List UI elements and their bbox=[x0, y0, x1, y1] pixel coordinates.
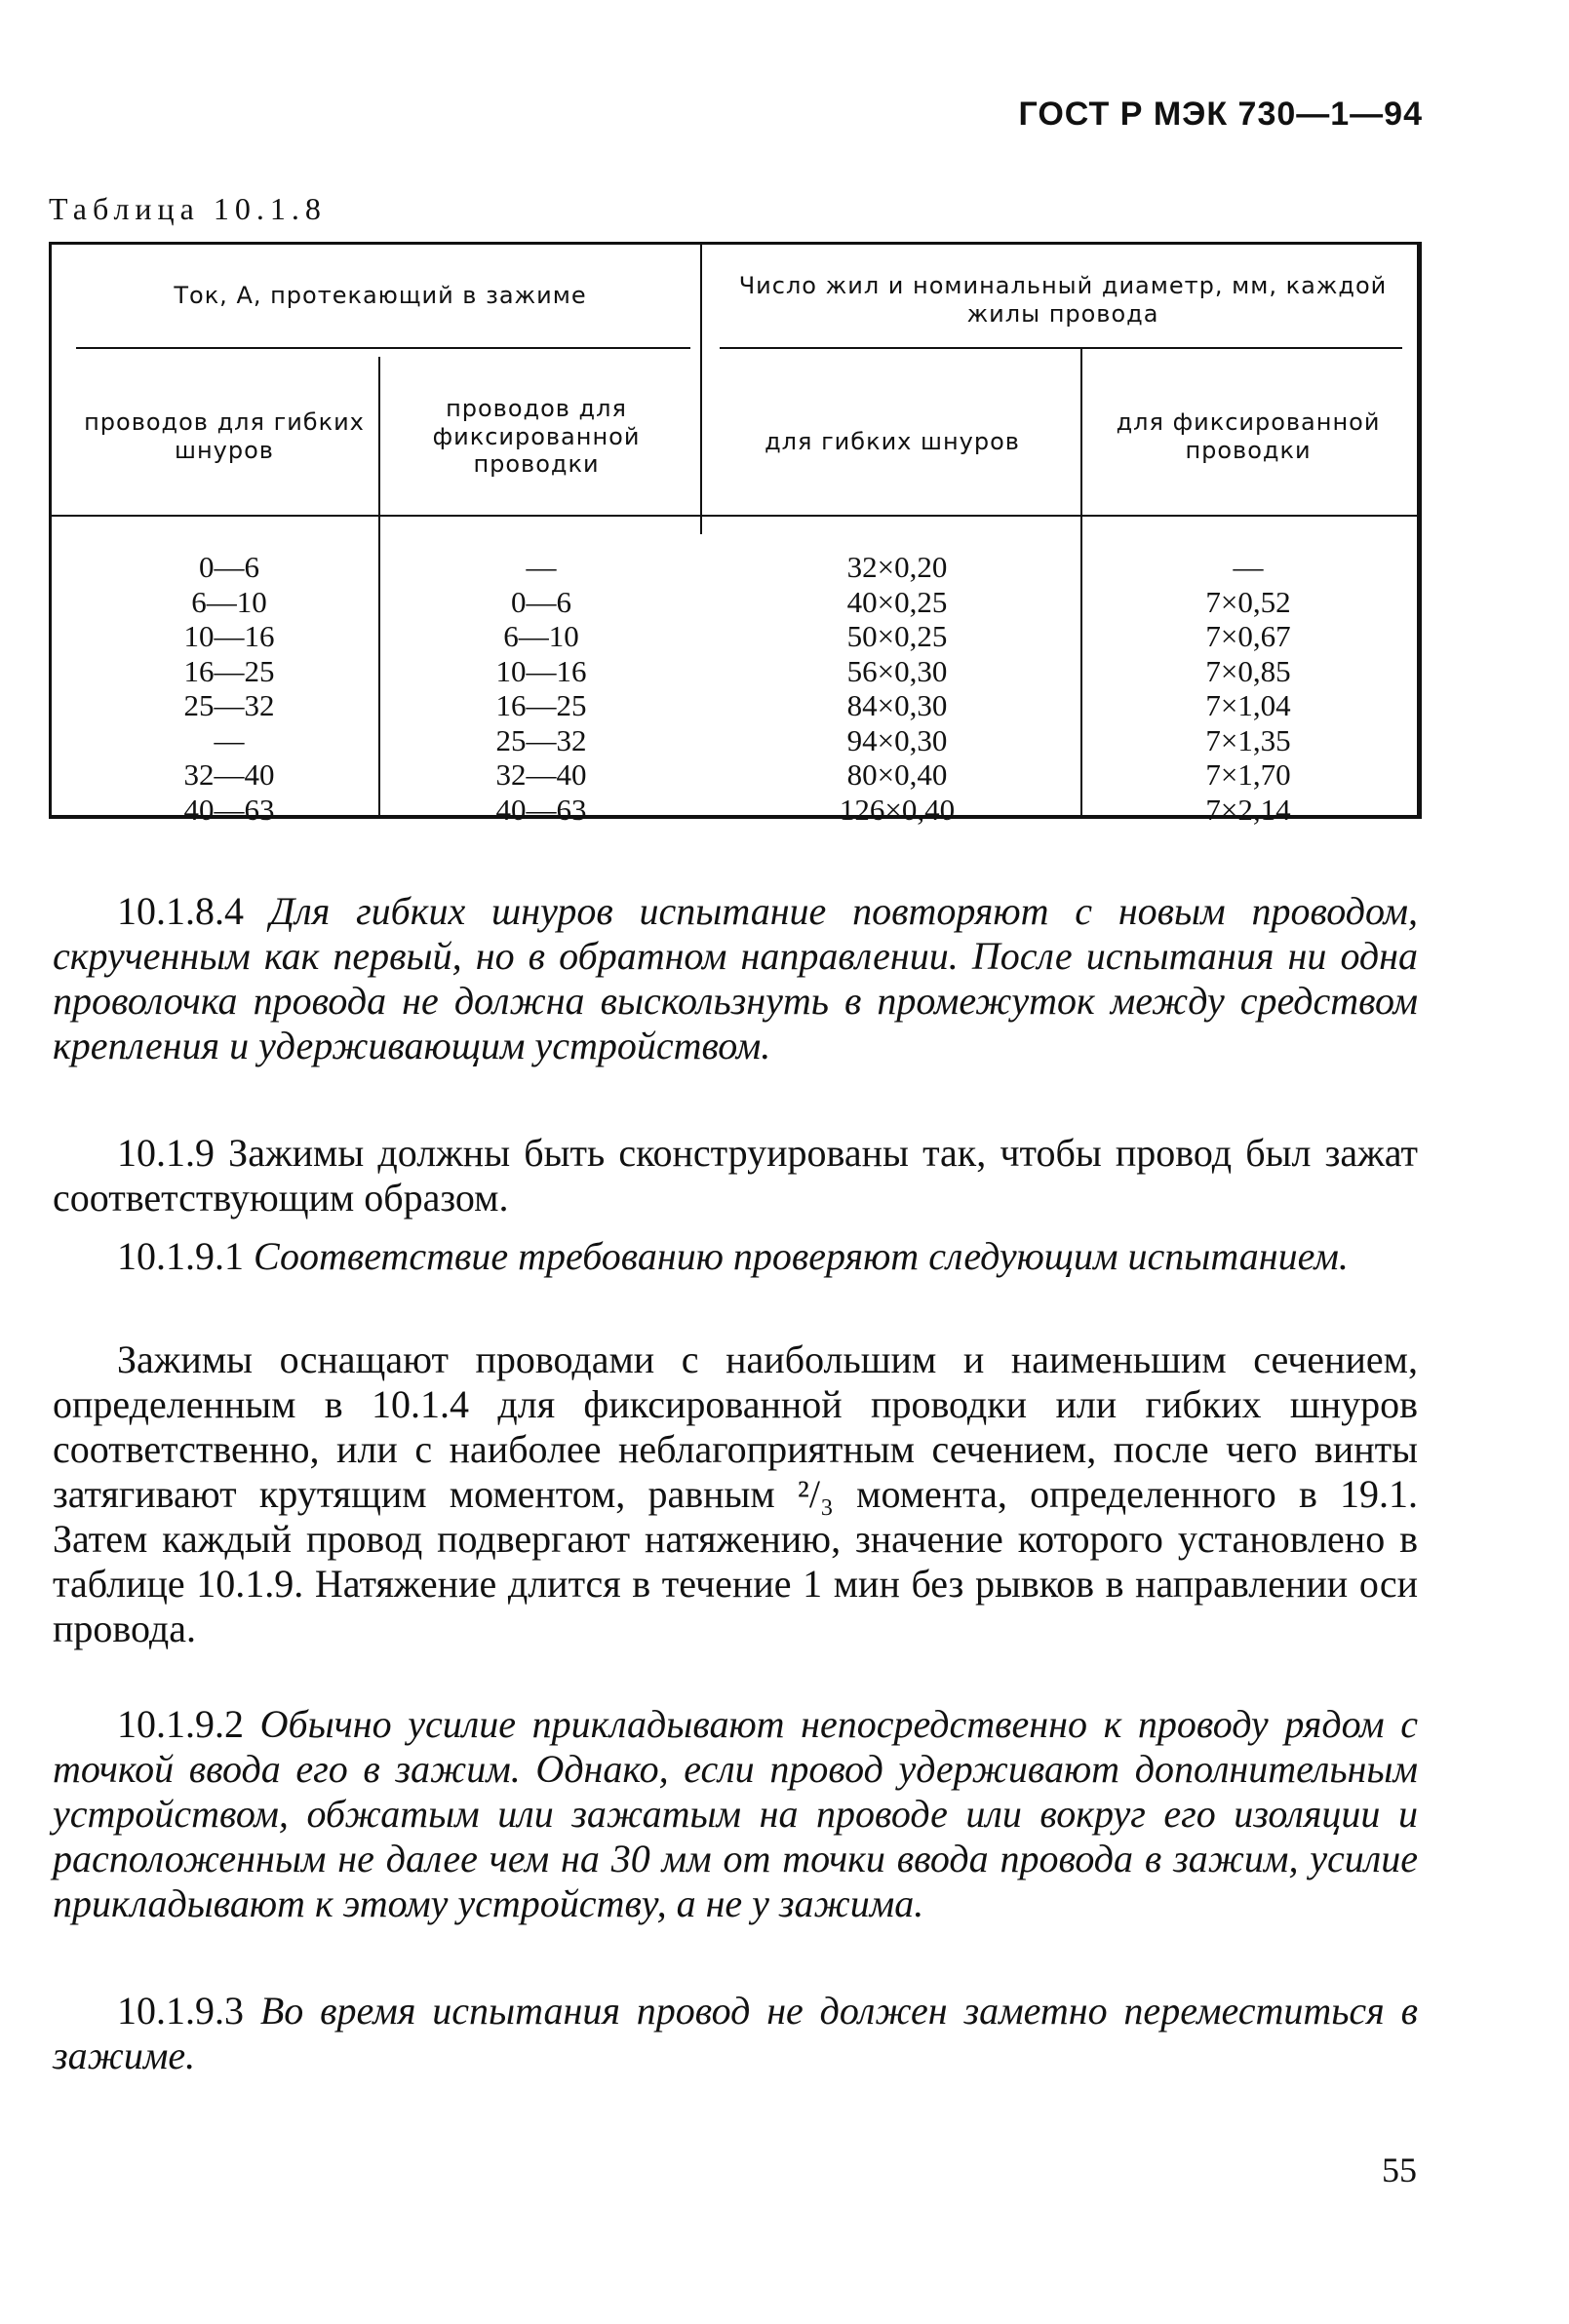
subhead-fixed-wires: для фиксированной проводки bbox=[1116, 408, 1381, 464]
table-cell: 7×1,04 bbox=[1205, 688, 1291, 722]
table-cell: 25—32 bbox=[495, 722, 587, 757]
column-fixed-wires bbox=[1121, 550, 1375, 827]
table-cell: 10—16 bbox=[183, 619, 275, 653]
document-header: ГОСТ Р МЭК 730—1—94 bbox=[1018, 96, 1423, 133]
sub-divider-2 bbox=[1080, 347, 1082, 819]
table-cell: 40×0,25 bbox=[846, 584, 948, 619]
clause-number: 10.1.8.4 bbox=[117, 889, 244, 933]
clause-text: Обычно усилие прикладывают непосредственно к проводу рядом с точкой ввода его в зажим. Однако, если провод удерживают дополнительным устройством, обжатым или зажатым на проводе или вокруг его изоляции и расположенным не далее чем на 30 мм от точки ввода провода в зажим, усилие прикладывают к этому устройству, а не у зажима. bbox=[53, 1702, 1418, 1925]
paragraph-test-procedure bbox=[53, 1337, 1418, 1651]
clause-number: 10.1.9.2 bbox=[117, 1702, 244, 1746]
paragraph-10-1-9-2 bbox=[53, 1702, 1418, 1926]
clause-text-part-a: Зажимы оснащают проводами с наибольшим и наименьшим сечением, определенным в 10.1.4 для фиксированной проводки или гибких шнуров соответственно, или с наиболее неблагоприятным сечением, после чего винты затягивают крутящим моментом, равным bbox=[53, 1337, 1418, 1516]
table-caption: Таблица 10.1.8 bbox=[49, 191, 327, 226]
head-left-rule bbox=[76, 347, 690, 349]
table-top-border bbox=[49, 242, 1422, 245]
table-cell: 16—25 bbox=[495, 688, 587, 722]
clause-text: Для гибких шнуров испытание повторяют с новым проводом, скрученным как первый, но в обратном направлении. После испытания ни одна проволочка провода не должна выскользнуть в промежуток между средством крепления и удерживающим устройством. bbox=[53, 889, 1418, 1067]
table-cell: 40—63 bbox=[495, 792, 587, 827]
table-cell: 84×0,30 bbox=[846, 688, 948, 722]
column-flexible-current bbox=[107, 550, 351, 827]
table-right-border bbox=[1417, 242, 1422, 819]
table-cell: 32×0,20 bbox=[846, 550, 948, 584]
table-cell: 6—10 bbox=[503, 619, 579, 653]
table-cell: 7×1,35 bbox=[1205, 722, 1291, 757]
header-bottom-rule bbox=[49, 515, 1422, 517]
table-cell: 94×0,30 bbox=[846, 722, 948, 757]
table-cell: 50×0,25 bbox=[846, 619, 948, 653]
table-cell: — bbox=[526, 550, 557, 584]
table-cell: — bbox=[214, 722, 245, 757]
table-cell: 126×0,40 bbox=[839, 792, 956, 827]
data-table bbox=[49, 242, 1422, 827]
table-cell: 0—6 bbox=[511, 584, 571, 619]
head-wires: Число жил и номинальный диаметр, мм, каждой жилы провода bbox=[738, 272, 1388, 328]
table-cell: 25—32 bbox=[183, 688, 275, 722]
subhead-flexible-wires: для гибких шнуров bbox=[765, 427, 1020, 455]
table-cell: 80×0,40 bbox=[846, 757, 948, 792]
table-cell: 56×0,30 bbox=[846, 653, 948, 688]
clause-text-part-b: момента, определенного в 19.1. Затем каждый провод подвергают натяжению, значение которого установлено в таблице 10.1.9. Натяжение длится в течение 1 мин без рывков в направлении оси провода. bbox=[53, 1472, 1419, 1650]
column-fixed-current bbox=[419, 550, 663, 827]
clause-number: 10.1.9 bbox=[117, 1131, 215, 1175]
table-cell: 0—6 bbox=[199, 550, 259, 584]
paragraph-10-1-9 bbox=[53, 1131, 1418, 1220]
table-cell: 7×0,85 bbox=[1205, 653, 1291, 688]
table-cell: 7×0,67 bbox=[1205, 619, 1291, 653]
fraction: ²/₃ bbox=[797, 1472, 834, 1516]
table-cell: 16—25 bbox=[183, 653, 275, 688]
head-current: Ток, А, протекающий в зажиме bbox=[174, 281, 587, 309]
table-mid-divider bbox=[700, 242, 702, 534]
clause-text: Во время испытания провод не должен заметно переместиться в зажиме. bbox=[53, 1989, 1419, 2077]
table-cell: — bbox=[1233, 550, 1264, 584]
clause-number: 10.1.9.1 bbox=[117, 1234, 244, 1278]
table-cell: 7×1,70 bbox=[1205, 757, 1291, 792]
table-cell: 6—10 bbox=[191, 584, 267, 619]
clause-number: 10.1.9.3 bbox=[117, 1989, 244, 2033]
table-cell: 32—40 bbox=[183, 757, 275, 792]
table-cell: 40—63 bbox=[183, 792, 275, 827]
paragraph-10-1-8-4 bbox=[53, 889, 1418, 1068]
page-number: 55 bbox=[1382, 2150, 1417, 2189]
table-cell: 7×0,52 bbox=[1205, 584, 1291, 619]
clause-text: Зажимы должны быть сконструированы так, чтобы провод был зажат соответствующим образом. bbox=[53, 1131, 1419, 1220]
head-right-rule bbox=[720, 347, 1402, 349]
clause-text: Соответствие требованию проверяют следующим испытанием. bbox=[254, 1234, 1349, 1278]
paragraph-10-1-9-1 bbox=[53, 1234, 1418, 1279]
subhead-fixed-current: проводов для фиксированной проводки bbox=[432, 394, 641, 479]
table-left-border bbox=[49, 242, 52, 819]
table-cell: 7×2,14 bbox=[1205, 792, 1291, 827]
sub-divider-1 bbox=[378, 357, 380, 819]
paragraph-10-1-9-3 bbox=[53, 1989, 1418, 2078]
column-flexible-wires bbox=[770, 550, 1024, 827]
table-cell: 32—40 bbox=[495, 757, 587, 792]
table-cell: 10—16 bbox=[495, 653, 587, 688]
subhead-flexible-current: проводов для гибких шнуров bbox=[84, 408, 365, 464]
